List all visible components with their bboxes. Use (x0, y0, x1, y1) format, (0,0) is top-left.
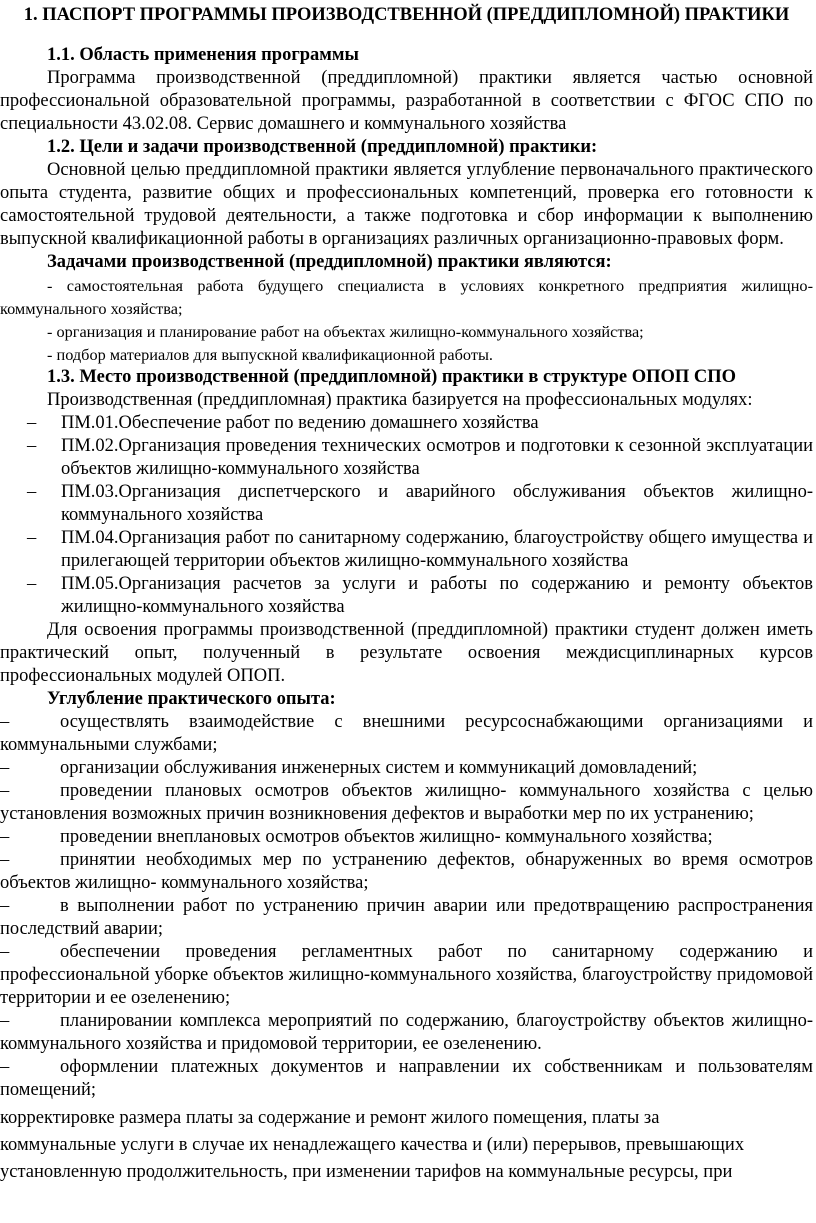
experience-item (0, 895, 813, 941)
experience-text: организации обслуживания инженерных систем и коммуникаций домовладений; (60, 758, 698, 778)
experience-item (0, 780, 813, 826)
tasks-heading: Задачами производственной (преддипломной) практики являются: (47, 252, 612, 272)
tail-line: корректировке размера платы за содержание и ремонт жилого помещения, платы за (0, 1108, 660, 1128)
list-dash: – (0, 896, 10, 916)
list-dash: – (0, 827, 10, 847)
experience-text: принятии необходимых мер по устранению дефектов, обнаруженных во время осмотров объектов жилищно- коммунального хозяйства; (0, 850, 813, 893)
task-item: - подбор материалов для выпускной квалификационной работы. (47, 345, 493, 364)
list-dash: – (0, 942, 10, 962)
list-dash: – (27, 528, 37, 548)
experience-item (0, 1010, 813, 1056)
module-item (0, 527, 813, 573)
list-dash: – (0, 1011, 10, 1031)
list-dash: – (27, 574, 37, 594)
experience-text: осуществлять взаимодействие с внешними ресурсоснабжающими организациями и коммунальными службами; (0, 712, 813, 755)
module-item (0, 412, 813, 435)
document-title: 1. ПАСПОРТ ПРОГРАММЫ ПРОИЗВОДСТВЕННОЙ (ПРЕДДИПЛОМНОЙ) ПРАКТИКИ (23, 5, 790, 25)
list-dash: – (0, 781, 10, 801)
experience-text: в выполнении работ по устранению причин аварии или предотвращению распространения последствий аварии; (0, 896, 813, 939)
experience-text: обеспечении проведения регламентных работ по санитарному содержанию и профессиональной уборке объектов жилищно-коммунального хозяйства, благоустройству придомовой территории и ее озеленению; (0, 942, 813, 1008)
task-item: - организация и планирование работ на объектах жилищно-коммунального хозяйства; (47, 322, 644, 341)
task-item: - самостоятельная работа будущего специалиста в условиях конкретного предприятия жилищно-коммунального хозяйства; (0, 276, 813, 318)
section-1-3-heading: 1.3. Место производственной (преддипломной) практики в структуре ОПОП СПО (47, 367, 737, 387)
tail-line: коммунальные услуги в случае их ненадлежащего качества и (или) перерывов, превышающих (0, 1135, 745, 1155)
experience-item (0, 826, 813, 849)
experience-item (0, 1056, 813, 1102)
experience-text: проведении внеплановых осмотров объектов жилищно- коммунального хозяйства; (60, 827, 713, 847)
experience-text: оформлении платежных документов и направлении их собственникам и пользователям помещений; (0, 1057, 813, 1100)
section-1-1-heading: 1.1. Область применения программы (47, 45, 359, 65)
module-text: ПМ.05.Организация расчетов за услуги и работы по содержанию и ремонту объектов жилищно-коммунального хозяйства (61, 574, 813, 617)
section-1-3-intro: Производственная (преддипломная) практика базируется на профессиональных модулях: (47, 390, 753, 410)
tail-line: установленную продолжительность, при изменении тарифов на коммунальные ресурсы, при (0, 1162, 733, 1182)
experience-text: проведении плановых осмотров объектов жилищно- коммунального хозяйства с целью установления возможных причин возникновения дефектов и выработки мер по их устранению; (0, 781, 813, 824)
list-dash: – (0, 758, 10, 778)
experience-heading: Углубление практического опыта: (47, 689, 336, 709)
module-text: ПМ.04.Организация работ по санитарному содержанию, благоустройству общего имущества и прилегающей территории объектов жилищно-коммунального хозяйства (61, 528, 813, 571)
module-item (0, 435, 813, 481)
list-dash: – (0, 712, 10, 732)
module-text: ПМ.03.Организация диспетчерского и аварийного обслуживания объектов жилищно-коммунального хозяйства (61, 482, 813, 525)
module-text: ПМ.02.Организация проведения технических осмотров и подготовки к сезонной эксплуатации объектов жилищно-коммунального хозяйства (61, 436, 813, 479)
section-1-2-heading: 1.2. Цели и задачи производственной (преддипломной) практики: (47, 137, 598, 157)
list-dash: – (0, 850, 10, 870)
section-1-3-after-text: Для освоения программы производственной (преддипломной) практики студент должен иметь практический опыт, полученный в результате освоения междисциплинарных курсов профессиональных модулей ОПОП. (0, 620, 813, 686)
list-dash: – (0, 1057, 10, 1077)
experience-item (0, 757, 813, 780)
list-dash: – (27, 436, 37, 456)
section-1-2-text: Основной целью преддипломной практики является углубление первоначального практического опыта студента, развитие общих и профессиональных компетенций, проверка его готовности к самостоятельной трудовой деятельности, а также подготовка и сбор информации к выполнению выпускной квалификационной работы в организациях различных организационно-правовых форм. (0, 160, 813, 249)
module-text: ПМ.01.Обеспечение работ по ведению домашнего хозяйства (61, 413, 539, 433)
list-dash: – (27, 413, 37, 433)
experience-item (0, 711, 813, 757)
experience-item (0, 849, 813, 895)
list-dash: – (27, 482, 37, 502)
experience-item (0, 941, 813, 1010)
module-item (0, 573, 813, 619)
experience-text: планировании комплекса мероприятий по содержанию, благоустройству объектов жилищно-коммунального хозяйства и придомовой территории, ее озеленению. (0, 1011, 813, 1054)
module-item (0, 481, 813, 527)
section-1-1-text: Программа производственной (преддипломной) практики является частью основной профессиональной образовательной программы, разработанной в соответствии с ФГОС СПО по специальности 43.02.08. Сервис домашнего и коммунального хозяйства (0, 68, 813, 134)
